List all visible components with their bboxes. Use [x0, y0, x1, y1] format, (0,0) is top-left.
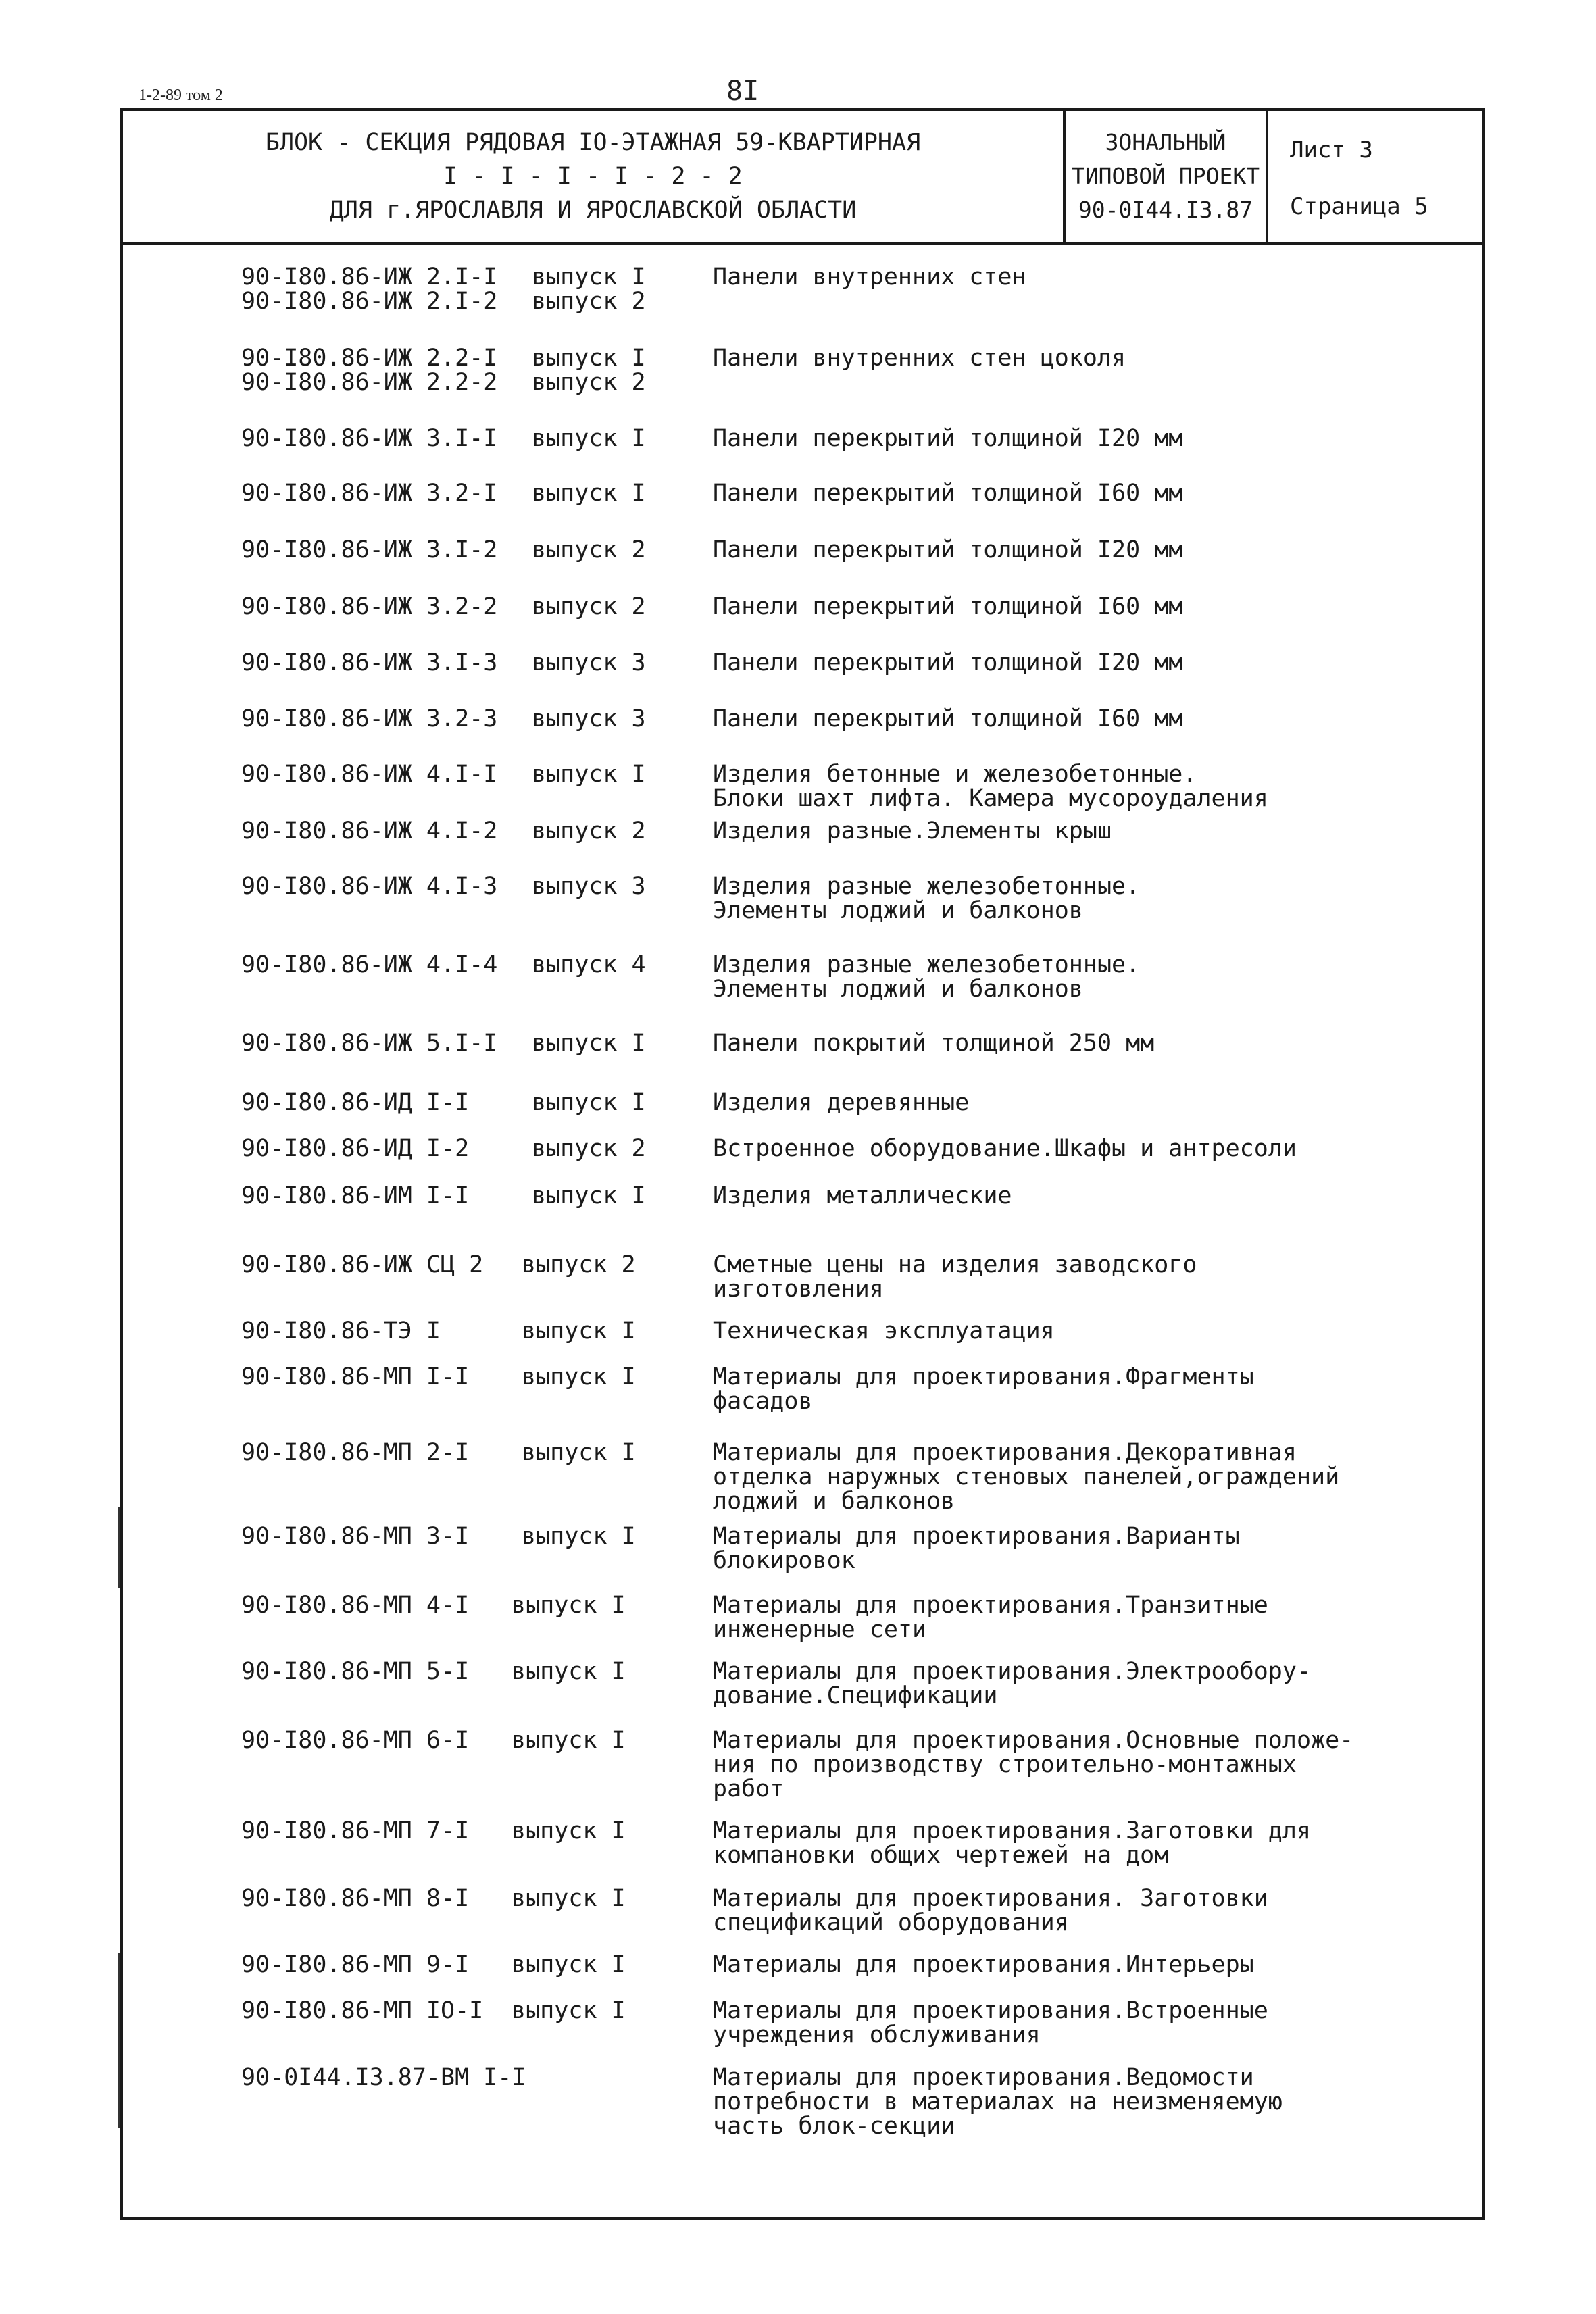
issue-number: [512, 1998, 626, 2023]
issue-number: [512, 1728, 626, 1753]
document-code-line: 90-I80.86-ИЖ 4.I-I: [241, 761, 498, 788]
issue-number: [512, 1593, 626, 1617]
document-code-line: 90-I80.86-ИЖ 3.2-3: [241, 705, 498, 732]
document-code-line: 90-I80.86-ИЖ 2.I-2: [241, 288, 498, 315]
issue-number-line: выпуск I: [532, 345, 646, 372]
document-code-line: 90-I80.86-ИЖ 3.I-3: [241, 649, 498, 676]
document-description-line: фасадов: [713, 1388, 813, 1415]
document-code-line: 90-I80.86-ИЖ 4.I-4: [241, 951, 498, 978]
issue-number: [512, 1886, 626, 1911]
project-line: 90-0I44.I3.87: [1078, 197, 1253, 223]
document-list: [123, 111, 1482, 2217]
document-description-line: Материалы для проектирования.Транзитные: [713, 1592, 1268, 1619]
document-description: [713, 1524, 1240, 1573]
document-code: [241, 1728, 469, 1753]
sheet-number: Лист 3: [1290, 136, 1373, 164]
document-description: [713, 1659, 1311, 1708]
document-code: [241, 2065, 526, 2090]
document-code: [241, 819, 497, 843]
document-code: [241, 346, 497, 395]
document-code-line: 90-I80.86-МП 6-I: [241, 1727, 470, 1754]
document-description: [713, 1593, 1268, 1642]
document-code: [241, 1998, 483, 2023]
document-code-line: 90-I80.86-ИЖ 5.I-I: [241, 1030, 498, 1057]
document-description-line: Изделия разные железобетонные.: [713, 873, 1141, 900]
document-code: [241, 1365, 469, 1389]
document-description-line: Материалы для проектирования.Фрагменты: [713, 1363, 1254, 1390]
document-description: [713, 2065, 1282, 2138]
document-code: [241, 651, 497, 675]
issue-number-line: выпуск I: [512, 1727, 626, 1754]
issue-number-line: выпуск 2: [532, 593, 646, 620]
issue-number: [532, 762, 646, 786]
issue-number-line: выпуск I: [512, 1997, 626, 2024]
document-description-line: ния по производству строительно-монтажных: [713, 1751, 1297, 1778]
document-code-line: 90-I80.86-ИД I-2: [241, 1135, 470, 1162]
document-description: [713, 819, 1112, 843]
issue-number: [512, 1659, 626, 1684]
issue-number-line: выпуск I: [532, 480, 646, 507]
issue-number-line: выпуск I: [532, 425, 646, 452]
document-code-line: 90-I80.86-ИЖ 3.2-I: [241, 480, 498, 507]
document-description-line: Панели перекрытий толщиной I20 мм: [713, 649, 1183, 676]
issue-number: [522, 1253, 636, 1277]
document-description-line: компановки общих чертежей на дом: [713, 1842, 1169, 1869]
document-code-line: 90-I80.86-МП IO-I: [241, 1997, 484, 2024]
document-code: [241, 426, 497, 451]
document-description: [713, 651, 1182, 675]
document-description-line: Изделия деревянные: [713, 1089, 970, 1116]
document-code-line: 90-I80.86-ИЖ 4.I-3: [241, 873, 498, 900]
issue-number: [532, 1184, 646, 1208]
issue-number: [532, 481, 646, 505]
document-description-line: блокировок: [713, 1547, 855, 1574]
document-code: [241, 1031, 497, 1055]
document-description-line: Материалы для проектирования.Электрообору-: [713, 1658, 1312, 1685]
document-description: [713, 1440, 1339, 1513]
issue-number-line: выпуск I: [522, 1317, 636, 1344]
issue-number-line: выпуск 2: [532, 818, 646, 845]
document-description: [713, 1090, 969, 1115]
document-code: [241, 1319, 441, 1343]
document-code-line: 90-I80.86-МП I-I: [241, 1363, 470, 1390]
document-code-line: 90-I80.86-ИМ I-I: [241, 1182, 470, 1209]
document-code-line: 90-I80.86-ИЖ 3.I-2: [241, 536, 498, 563]
document-description-line: Материалы для проектирования.Варианты: [713, 1523, 1240, 1550]
issue-number: [512, 1819, 626, 1843]
document-code-line: 90-I80.86-ИЖ 3.2-2: [241, 593, 498, 620]
issue-number: [532, 1031, 646, 1055]
document-description-line: спецификаций оборудования: [713, 1909, 1069, 1936]
document-description-line: Элементы лоджий и балконов: [713, 976, 1083, 1003]
document-description: [713, 426, 1182, 451]
issue-number-line: выпуск I: [512, 1658, 626, 1685]
document-code-line: 90-I80.86-МП 2-I: [241, 1439, 470, 1466]
document-code-line: 90-I80.86-МП 7-I: [241, 1817, 470, 1844]
document-description-line: Панели перекрытий толщиной I60 мм: [713, 593, 1183, 620]
issue-number-line: выпуск 2: [532, 536, 646, 563]
document-description-line: лоджий и балконов: [713, 1488, 955, 1515]
issue-number: [522, 1365, 636, 1389]
document-code: [241, 1659, 469, 1684]
document-code-line: 90-I80.86-ТЭ I: [241, 1317, 441, 1344]
project-line: ТИПОВОЙ ПРОЕКТ: [1071, 163, 1260, 189]
issue-number-line: выпуск I: [522, 1363, 636, 1390]
document-code-line: 90-I80.86-МП 8-I: [241, 1885, 470, 1912]
issue-number: [532, 1136, 646, 1161]
document-code: [241, 1440, 469, 1465]
document-code: [241, 1524, 469, 1549]
title-line: БЛОК - СЕКЦИЯ РЯДОВАЯ IO-ЭТАЖНАЯ 59-КВАРТИРНАЯ: [265, 129, 921, 156]
issue-number: [532, 538, 646, 562]
document-code-line: 90-I80.86-ИД I-I: [241, 1089, 470, 1116]
document-description: [713, 762, 1268, 811]
document-code-line: 90-I80.86-ИЖ СЦ 2: [241, 1251, 484, 1278]
issue-number-line: выпуск 4: [532, 951, 646, 978]
document-description: [713, 1728, 1353, 1801]
document-description-line: Элементы лоджий и балконов: [713, 897, 1083, 924]
title-line: I - I - I - I - 2 - 2: [443, 163, 743, 190]
issue-number: [522, 1319, 636, 1343]
document-code: [241, 595, 497, 619]
issue-number: [532, 953, 646, 977]
document-code: [241, 265, 497, 313]
document-description: [713, 707, 1182, 731]
issue-number-line: выпуск I: [512, 1817, 626, 1844]
issue-number: [522, 1524, 636, 1549]
document-code: [241, 1819, 469, 1843]
issue-number: [532, 707, 646, 731]
document-description-line: Материалы для проектирования.Декоративная: [713, 1439, 1297, 1466]
document-code: [241, 1886, 469, 1911]
issue-number-line: выпуск I: [532, 1182, 646, 1209]
document-description: [713, 953, 1140, 1001]
document-code: [241, 481, 497, 505]
issue-number-line: выпуск I: [512, 1885, 626, 1912]
document-code: [241, 953, 497, 977]
document-description-line: Материалы для проектирования.Интерьеры: [713, 1951, 1254, 1978]
document-description: [713, 874, 1140, 923]
document-description: [713, 1253, 1197, 1301]
document-code: [241, 1136, 469, 1161]
issue-number-line: выпуск 2: [532, 369, 646, 396]
issue-number-line: выпуск 3: [532, 705, 646, 732]
document-description: [713, 1031, 1154, 1055]
document-code-line: 90-0I44.I3.87-ВМ I-I: [241, 2064, 526, 2091]
issue-number-line: выпуск 2: [532, 288, 646, 315]
document-description: [713, 1184, 1012, 1208]
document-description-line: Изделия разные.Элементы крыш: [713, 818, 1112, 845]
issue-number-line: выпуск I: [532, 761, 646, 788]
document-code-line: 90-I80.86-ИЖ 2.I-I: [241, 263, 498, 291]
document-description-line: Панели перекрытий толщиной I60 мм: [713, 480, 1183, 507]
title-line: ДЛЯ г.ЯРОСЛАВЛЯ И ЯРОСЛАВСКОЙ ОБЛАСТИ: [329, 197, 857, 224]
document-code: [241, 1953, 469, 1977]
document-code-line: 90-I80.86-МП 9-I: [241, 1951, 470, 1978]
document-description: [713, 346, 1126, 370]
document-code: [241, 538, 497, 562]
document-code: [241, 874, 497, 899]
document-description-line: Панели покрытий толщиной 250 мм: [713, 1030, 1155, 1057]
document-description-line: Материалы для проектирования.Встроенные: [713, 1997, 1268, 2024]
issue-number-line: выпуск I: [532, 263, 646, 291]
document-description: [713, 265, 1026, 289]
document-description-line: Изделия разные железобетонные.: [713, 951, 1141, 978]
document-description: [713, 1886, 1268, 1935]
document-description-line: Сметные цены на изделия заводского: [713, 1251, 1197, 1278]
issue-number-line: выпуск I: [532, 1089, 646, 1116]
document-code: [241, 1593, 469, 1617]
issue-number: [532, 874, 646, 899]
document-code: [241, 1184, 469, 1208]
issue-number-line: выпуск I: [522, 1523, 636, 1550]
document-description-line: Материалы для проектирования. Заготовки: [713, 1885, 1268, 1912]
document-code-line: 90-I80.86-ИЖ 2.2-2: [241, 369, 498, 396]
issue-number: [532, 1090, 646, 1115]
document-description-line: Панели перекрытий толщиной I20 мм: [713, 536, 1183, 563]
issue-number: [532, 819, 646, 843]
document-description: [713, 1998, 1268, 2047]
document-description: [713, 1365, 1254, 1413]
document-description-line: отделка наружных стеновых панелей,ограждений: [713, 1463, 1340, 1490]
document-description-line: Панели перекрытий толщиной I60 мм: [713, 705, 1183, 732]
document-description-line: инженерные сети: [713, 1616, 927, 1643]
document-series-label: 1-2-89 том 2: [139, 86, 223, 104]
document-description-line: Техническая эксплуатация: [713, 1317, 1055, 1344]
issue-number: [532, 265, 646, 313]
document-code: [241, 762, 497, 786]
document-description-line: часть блок-секции: [713, 2113, 955, 2140]
issue-number-line: выпуск I: [512, 1951, 626, 1978]
issue-number: [512, 1953, 626, 1977]
issue-number: [532, 426, 646, 451]
document-description-line: Материалы для проектирования.Заготовки для: [713, 1817, 1312, 1844]
document-description-line: Панели перекрытий толщиной I20 мм: [713, 425, 1183, 452]
issue-number-line: выпуск 2: [522, 1251, 636, 1278]
issue-number-line: выпуск 3: [532, 873, 646, 900]
document-code: [241, 707, 497, 731]
document-code-line: 90-I80.86-МП 5-I: [241, 1658, 470, 1685]
document-description: [713, 538, 1182, 562]
document-description-line: Панели внутренних стен: [713, 263, 1026, 291]
document-code-line: 90-I80.86-МП 3-I: [241, 1523, 470, 1550]
issue-number-line: выпуск I: [512, 1592, 626, 1619]
document-code-line: 90-I80.86-ИЖ 4.I-2: [241, 818, 498, 845]
issue-number-line: выпуск 3: [532, 649, 646, 676]
page-number: 8I: [726, 76, 759, 107]
document-frame: [120, 108, 1485, 2220]
document-code-line: 90-I80.86-МП 4-I: [241, 1592, 470, 1619]
project-line: ЗОНАЛЬНЫЙ: [1105, 129, 1226, 155]
document-description: [713, 595, 1182, 619]
issue-number: [522, 1440, 636, 1465]
document-description: [713, 1953, 1254, 1977]
issue-number-line: выпуск 2: [532, 1135, 646, 1162]
document-description-line: Материалы для проектирования.Основные положе-: [713, 1727, 1354, 1754]
issue-number: [532, 346, 646, 395]
document-description: [713, 1819, 1311, 1867]
document-description-line: Панели внутренних стен цоколя: [713, 345, 1126, 372]
document-description-line: Материалы для проектирования.Ведомости: [713, 2064, 1254, 2091]
document-description-line: Изделия металлические: [713, 1182, 1012, 1209]
document-description-line: Блоки шахт лифта. Камера мусороудаления: [713, 785, 1268, 812]
document-description: [713, 481, 1182, 505]
document-description: [713, 1319, 1055, 1343]
document-description-line: изготовления: [713, 1276, 884, 1303]
document-description-line: Изделия бетонные и железобетонные.: [713, 761, 1197, 788]
document-code: [241, 1090, 469, 1115]
issue-number-line: выпуск I: [522, 1439, 636, 1466]
document-description-line: дование.Спецификации: [713, 1682, 998, 1709]
document-description-line: учреждения обслуживания: [713, 2021, 1041, 2048]
issue-number: [532, 595, 646, 619]
issue-number: [532, 651, 646, 675]
document-code-line: 90-I80.86-ИЖ 3.I-I: [241, 425, 498, 452]
issue-number-line: выпуск I: [532, 1030, 646, 1057]
document-description: [713, 1136, 1297, 1161]
document-description-line: работ: [713, 1776, 784, 1803]
document-description-line: Встроенное оборудование.Шкафы и антресоли: [713, 1135, 1297, 1162]
document-code: [241, 1253, 483, 1277]
document-code-line: 90-I80.86-ИЖ 2.2-I: [241, 345, 498, 372]
document-description-line: потребности в материалах на неизменяемую: [713, 2088, 1282, 2115]
page-label: Страница 5: [1290, 193, 1428, 220]
